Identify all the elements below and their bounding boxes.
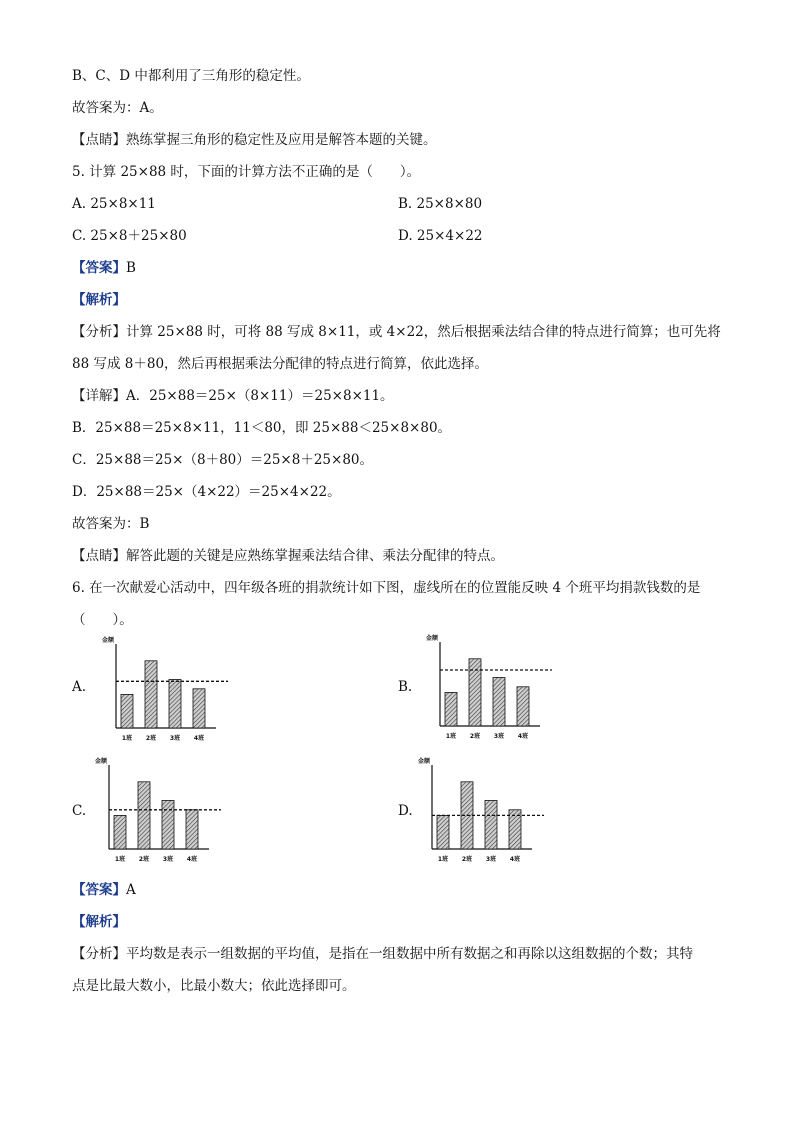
chart-b-label: B. xyxy=(398,679,413,695)
text-line: 故答案为：A。 xyxy=(72,100,163,116)
x-tick-label: 1班 xyxy=(437,856,449,863)
question-6: 6. 在一次献爱心活动中，四年级各班的捐款统计如下图，虚线所在的位置能反映 4 个班平均捐款钱数的是 xyxy=(72,580,701,596)
bar xyxy=(169,679,181,728)
answer-value: A xyxy=(126,882,136,898)
text-line: 88 写成 8＋80，然后再根据乘法分配律的特点进行简算，依此选择。 xyxy=(72,356,489,372)
bar xyxy=(485,800,497,849)
x-tick-label: 1班 xyxy=(445,733,457,740)
tip-tag: 【点睛】 xyxy=(72,548,126,564)
x-tick-label: 4班 xyxy=(509,856,521,863)
x-tick-label: 3班 xyxy=(485,856,497,863)
x-tick-label: 3班 xyxy=(169,735,181,742)
bar xyxy=(445,692,457,726)
tip-tag: 【点睛】 xyxy=(72,132,126,148)
chart-d xyxy=(416,755,556,867)
bar xyxy=(186,810,198,849)
analysis-tag: 【解析】 xyxy=(72,914,126,930)
text-line xyxy=(72,131,437,149)
x-tick-label: 1班 xyxy=(121,735,133,742)
bar xyxy=(121,694,133,728)
option-b: B. 25×8×80 xyxy=(398,196,483,212)
question-5: 5. 计算 25×88 时，下面的计算方法不正确的是（ ）。 xyxy=(72,164,421,180)
detail-text: A．25×88＝25×（8×11）＝25×8×11。 xyxy=(126,388,394,404)
bar xyxy=(469,659,481,726)
analysis-text: 平均数是表示一组数据的平均值，是指在一组数据中所有数据之和再除以这组数据的个数；其特 xyxy=(126,946,693,962)
option-d: D. 25×4×22 xyxy=(398,228,483,244)
analysis-text: 计算 25×88 时，可将 88 写成 8×11，或 4×22，然后根据乘法结合律的特点进行简算；也可先将 xyxy=(126,324,721,340)
detail-tag: 【详解】 xyxy=(72,388,126,404)
chart-d-label: D. xyxy=(398,803,413,819)
text-line xyxy=(72,945,693,963)
text-line xyxy=(72,387,394,405)
answer-value: B xyxy=(126,260,136,276)
bar xyxy=(193,689,205,728)
text-line xyxy=(72,547,504,565)
bar xyxy=(517,687,529,726)
text-line: 故答案为：B xyxy=(72,516,150,532)
text-line xyxy=(72,323,721,341)
x-tick-label: 3班 xyxy=(162,856,174,863)
text-line: D．25×88＝25×（4×22）＝25×4×22。 xyxy=(72,484,341,500)
text-line: B．25×88＝25×8×11，11＜80，即 25×88＜25×8×80。 xyxy=(72,420,452,436)
chart-c-label: C. xyxy=(72,803,87,819)
analysis-label: 【分析】 xyxy=(72,324,126,340)
answer-tag: 【答案】 xyxy=(72,260,126,276)
text-line: （ ）。 xyxy=(72,612,133,628)
x-tick-label: 4班 xyxy=(517,733,529,740)
x-tick-label: 1班 xyxy=(114,856,126,863)
bar xyxy=(162,800,174,849)
analysis-label: 【分析】 xyxy=(72,946,126,962)
x-tick-label: 2班 xyxy=(469,733,481,740)
y-axis-label: 金额 xyxy=(418,758,431,765)
tip-text: 解答此题的关键是应熟练掌握乘法结合律、乘法分配律的特点。 xyxy=(126,548,504,564)
bar xyxy=(437,815,449,849)
chart-c xyxy=(93,755,233,867)
chart-b xyxy=(424,632,564,744)
y-axis-label: 金额 xyxy=(426,635,439,642)
analysis-tag: 【解析】 xyxy=(72,292,126,308)
x-tick-label: 2班 xyxy=(145,735,157,742)
option-c: C. 25×8＋25×80 xyxy=(72,228,187,244)
tip-text: 熟练掌握三角形的稳定性及应用是解答本题的关键。 xyxy=(126,132,437,148)
text-line: 点是比最大数小，比最小数大；依此选择即可。 xyxy=(72,978,356,994)
answer-line xyxy=(72,881,136,899)
text-line: C．25×88＝25×（8＋80）＝25×8＋25×80。 xyxy=(72,452,374,468)
bar xyxy=(493,677,505,726)
x-tick-label: 4班 xyxy=(193,735,205,742)
chart-a-label: A. xyxy=(72,679,87,695)
x-tick-label: 2班 xyxy=(461,856,473,863)
answer-line xyxy=(72,259,136,277)
option-a: A. 25×8×11 xyxy=(72,196,156,212)
bar xyxy=(138,782,150,849)
answer-tag: 【答案】 xyxy=(72,882,126,898)
x-tick-label: 2班 xyxy=(138,856,150,863)
bar xyxy=(114,815,126,849)
chart-a xyxy=(100,634,240,746)
y-axis-label: 金额 xyxy=(102,637,115,644)
x-tick-label: 3班 xyxy=(493,733,505,740)
text-line: B、C、D 中都利用了三角形的稳定性。 xyxy=(72,68,310,84)
y-axis-label: 金额 xyxy=(95,758,108,765)
bar xyxy=(145,661,157,728)
x-tick-label: 4班 xyxy=(186,856,198,863)
